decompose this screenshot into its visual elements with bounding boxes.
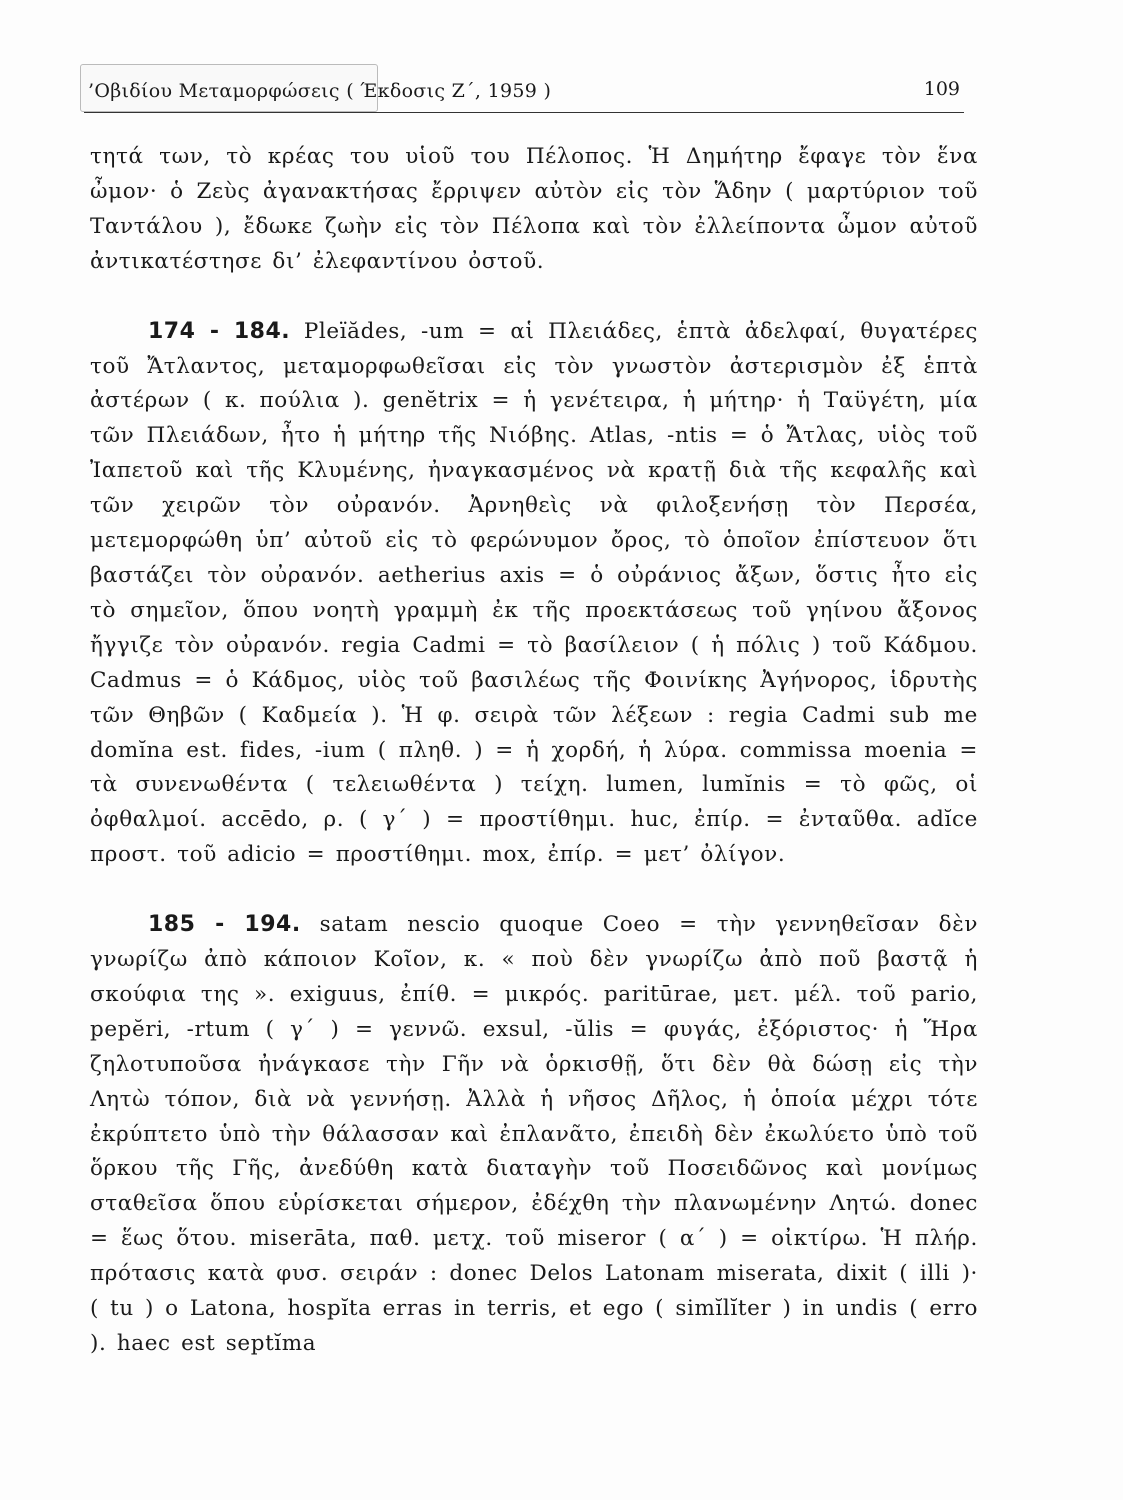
paragraph-text: τητά των, τὸ κρέας του υἱοῦ του Πέλοπος. Ἡ Δημήτηρ ἔφαγε τὸν ἕνα ὦμον· ὁ Ζεὺς ἀγανακτήσας ἔρριψεν αὐτὸν εἰς τὸν Ἅδην ( μαρτύριον τοῦ Ταντάλου ), ἔδωκε ζωὴν εἰς τὸν Πέλοπα καὶ τὸν ἐλλείποντα ὦμον αὐτοῦ ἀντικατέστησε δι’ ἐλεφαντίνου ὀστοῦ. [90, 144, 978, 274]
paragraph-text: satam nescio quoque Coeo = τὴν γεννηθεῖσαν δὲν γνωρίζω ἀπὸ κάποιον Κοῖον, κ. « ποὺ δὲν γνωρίζω ἀπὸ ποῦ βαστᾷ ἡ σκούφια της ». exiguus, ἐπίθ. = μικρός. paritūrae, μετ. μέλ. τοῦ pario, pepĕri, -rtum ( γ΄ ) = γεννῶ. exsul, -ŭlis = φυγάς, ἐξόριστος· ἡ Ἥρα ζηλοτυποῦσα ἠνάγκασε τὴν Γῆν νὰ ὁρκισθῇ, ὅτι δὲν θὰ δώσῃ εἰς τὴν Λητὼ τόπον, διὰ νὰ γεννήσῃ. Ἀλλὰ ἡ νῆσος Δῆλος, ἡ ὁποία μέχρι τότε ἐκρύπτετο ὑπὸ τὴν θάλασσαν καὶ ἐπλανᾶτο, ἐπειδὴ δὲν ἐκωλύετο ὑπὸ τοῦ ὅρκου τῆς Γῆς, ἀνεδύθη κατὰ διαταγὴν τοῦ Ποσειδῶνος καὶ μονίμως σταθεῖσα ὅπου εὑρίσκεται σήμερον, ἐδέχθη τὴν πλανωμένην Λητώ. donec = ἕως ὅτου. miserāta, παθ. μετχ. τοῦ miseror ( α΄ ) = οἰκτίρω. Ἡ πλήρ. πρότασις κατὰ φυσ. σειράν : donec Delos Latonam miserata, dixit ( illi )· ( tu ) o Latona, hospĭta erras in terris, et ego ( simĭlĭter ) in undis ( erro ). haec est septĭma [90, 912, 978, 1356]
paragraph-text: Pleïădes, -um = αἱ Πλειάδες, ἑπτὰ ἀδελφαί, θυγατέρες τοῦ Ἄτλαντος, μεταμορφωθεῖσαι εἰς τὸν γνωστὸν ἀστερισμὸν ἐξ ἑπτὰ ἀστέρων ( κ. πούλια ). genĕtrix = ἡ γενέτειρα, ἡ μήτηρ· ἡ Ταϋγέτη, μία τῶν Πλειάδων, ἦτο ἡ μήτηρ τῆς Νιόβης. Atlas, -ntis = ὁ Ἄτλας, υἱὸς τοῦ Ἰαπετοῦ καὶ τῆς Κλυμένης, ἠναγκασμένος νὰ κρατῇ διὰ τῆς κεφαλῆς καὶ τῶν χειρῶν τὸν οὐρανόν. Ἀρνηθεὶς νὰ φιλοξενήσῃ τὸν Περσέα, μετεμορφώθη ὑπ’ αὐτοῦ εἰς τὸ φερώνυμον ὄρος, τὸ ὁποῖον ἐπίστευον ὅτι βαστάζει τὸν οὐρανόν. aetherius axis = ὁ οὐράνιος ἄξων, ὅστις ἦτο εἰς τὸ σημεῖον, ὅπου νοητὴ γραμμὴ ἐκ τῆς προεκτάσεως τοῦ γηίνου ἄξονος ἤγγιζε τὸν οὐρανόν. regia Cadmi = τὸ βασίλειον ( ἡ πόλις ) τοῦ Κάδμου. Cadmus = ὁ Κάδμος, υἱὸς τοῦ βασιλέως τῆς Φοινίκης Ἀγήνορος, ἱδρυτὴς τῶν Θηβῶν ( Καδμεία ). Ἡ φ. σειρὰ τῶν λέξεων : regia Cadmi sub me domĭna est. fides, -ium ( πληθ. ) = ἡ χορδή, ἡ λύρα. commissa moenia = τὰ συνενωθέντα ( τελειωθέντα ) τείχη. lumen, lumĭnis = τὸ φῶς, οἱ ὀφθαλμοί. accēdo, ρ. ( γ΄ ) = προστίθημι. huc, ἐπίρ. = ἐνταῦθα. adĭce προστ. τοῦ adicio = προστίθημι. mox, ἐπίρ. = μετ’ ὀλίγον. [90, 318, 979, 868]
page-number: 109 [923, 78, 960, 100]
paragraph-174-184 [90, 315, 978, 874]
running-head [84, 74, 964, 113]
line-reference: 185 - 194. [148, 912, 301, 938]
paragraph-continuation [90, 140, 978, 280]
commentary-text [90, 140, 978, 1362]
paragraph-185-194 [90, 908, 978, 1362]
running-title: ’Οβιδίου Μεταμορφώσεις ( Έκδοσις Ζ΄, 1959 ) [88, 80, 552, 102]
line-reference: 174 - 184. [148, 318, 291, 344]
